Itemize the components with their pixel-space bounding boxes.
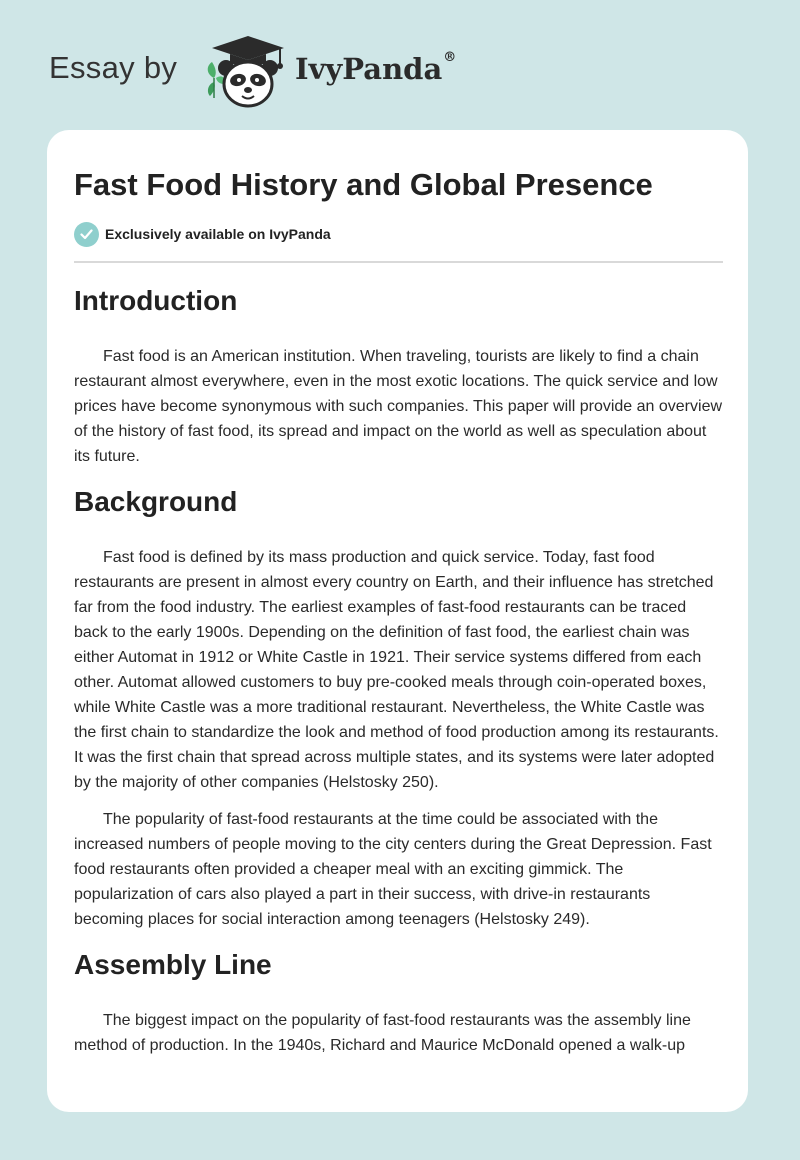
- essay-by-label: Essay by: [49, 50, 178, 85]
- brand-name[interactable]: [295, 52, 456, 86]
- exclusive-badge-label: Exclusively available on IvyPanda: [105, 226, 331, 242]
- brand-label: IvyPanda: [295, 52, 443, 86]
- registered-mark: ®: [443, 50, 457, 65]
- paragraph: The biggest impact on the popularity of fast-food restaurants was the assembly line method of production. In the 1940s, Richard and Maurice McDonald opened a walk-up: [74, 1012, 691, 1054]
- paragraph: The popularity of fast-food restaurants at the time could be associated with the increased numbers of people moving to the city centers during the Great Depression. Fast food restaurants often provided a cheaper meal with an exciting gimmick. The popularization of cars also played a part in their success, with drive-in restaurants becoming places for social interaction among teenagers (Helstosky 249).: [74, 811, 712, 928]
- section-heading: Introduction: [74, 285, 238, 316]
- essay-body: [74, 280, 724, 1070]
- paragraph: Fast food is defined by its mass production and quick service. Today, fast food restaurants are present in almost every country on Earth, and their influence has stretched far from the food industry. The earliest examples of fast-food restaurants can be traced back to the early 1900s. Depending on the definition of fast food, the earliest chain was either Automat in 1912 or White Castle in 1921. Their service systems differed from each other. Automat allowed customers to buy pre-cooked meals through coin-operated boxes, while White Castle was a more traditional restaurant. Nevertheless, the White Castle was the first chain to standardize the look and method of food production among its restaurants. It was the first chain that spread across multiple states, and its systems were later adopted by the majority of other companies (Helstosky 250).: [74, 549, 719, 791]
- panda-graduate-icon[interactable]: [200, 34, 296, 110]
- paragraph: Fast food is an American institution. When traveling, tourists are likely to find a chain restaurant almost everywhere, even in the most exotic locations. The quick service and low prices have become synonymous with such companies. This paper will provide an overview of the history of fast food, its spread and impact on the world as well as speculation about its future.: [74, 348, 723, 465]
- section-introduction: [74, 280, 724, 469]
- site-header: [0, 0, 800, 130]
- divider: [74, 261, 723, 263]
- exclusive-badge: [74, 221, 331, 247]
- essay-card: [47, 130, 748, 1112]
- section-heading: Background: [74, 486, 238, 517]
- section-heading: Assembly Line: [74, 949, 272, 980]
- section-background: [74, 481, 724, 932]
- check-circle-icon: [74, 222, 99, 247]
- page-title: Fast Food History and Global Presence: [74, 167, 653, 202]
- section-assembly-line: [74, 944, 724, 1058]
